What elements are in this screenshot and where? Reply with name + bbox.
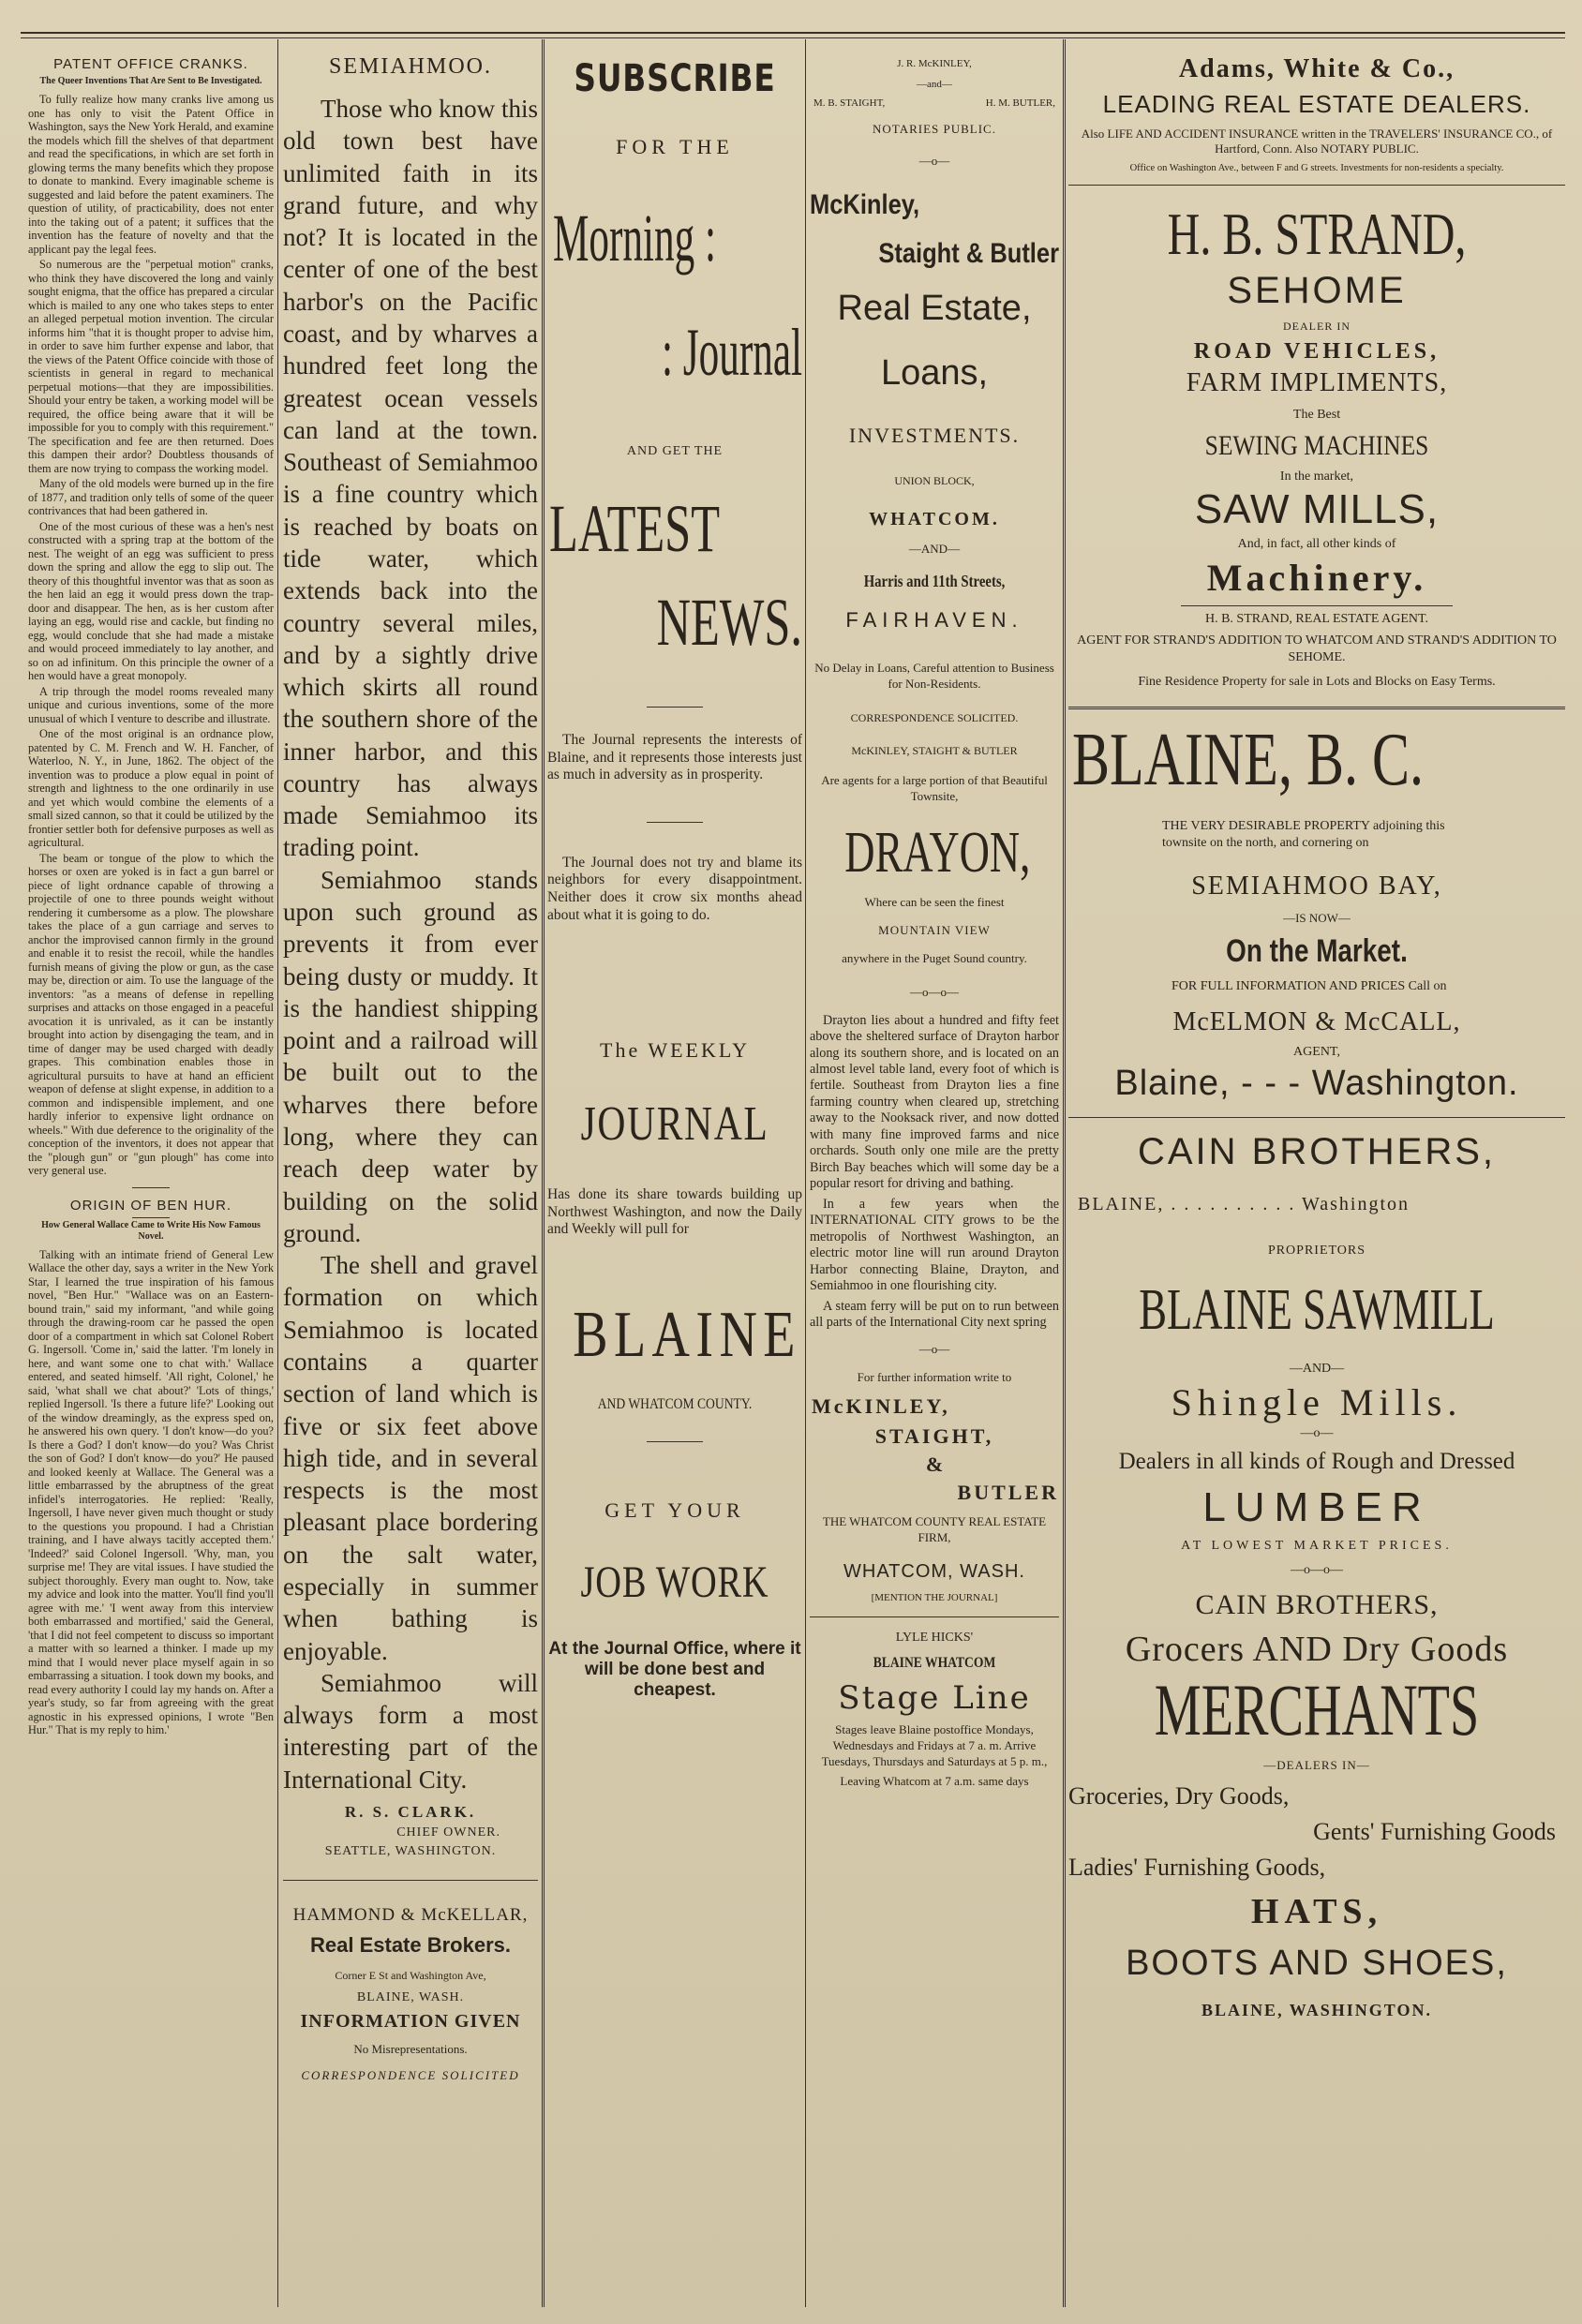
column-divider-1	[277, 39, 278, 2307]
job-work-heading: JOB WORK	[580, 1557, 769, 1607]
and-get-the: AND GET THE	[626, 444, 724, 458]
blaine-washington-footer: BLAINE, WASHINGTON.	[1201, 2001, 1432, 2020]
paragraph: Talking with an intimate friend of General Lew Wallace the other day, says a writer in the New York Star, I learned the true inspiration of his famous novel, "Ben Hur." "Wallace was on an Eastern-bound train," said my informant, "and while going through the drawing-room car he passed the open door of a compartment in which sat Colonel Robert G. Ingersoll. 'Come in,' said the latter. 'I'm lonely in here, and want some one to chat with.' Wallace entered, and seated himself. 'All right, Colonel,' he said, 'what shall we chat about?' 'Lots of things,' replied Ingersoll. 'Is there a future life?' Looking out of the window dreamingly, as the express sped on, he answered his own query. 'I don't know—do you? Is there a God? I don't know—do you? Was Christ the son of God? I don't know—do you?' He paused and looked keenly at Wallace. The General was a little embarrassed by the abruptness of the great infidel's interrogatories. He replied: 'Really, Ingersoll, I have never given much thought or study to the questions you propound. I had a Christian training, and I have always tacitly accepted them.' 'Indeed?' said Colonel Ingersoll. 'Why, man, you surprise me! They are vital issues. I have studied the subject thoroughly. Every man ought to. Now, take my advice and look into the matter. You'll find you'll agree with me.' 'I went away from this interview both embarrassed and mortified,' said the General, 'that I did not feel competent to discuss so important a matter with so learned a thinker. I made up my mind that I would never place myself again in so embarrassing a situation. I took down my books, and read every authority I could lay my hands on. After a year's study, so far from agreeing with the great agnostic in his expressed opinions, I wrote "Ben Hur." That is my reply to him.'	[28, 1247, 274, 1736]
news-heading: NEWS.	[656, 585, 802, 660]
correspondence-text: CORRESPONDENCE SOLICITED.	[850, 710, 1019, 724]
divider	[810, 1616, 1059, 1617]
whatcom-county: AND WHATCOM COUNTY.	[597, 1395, 753, 1412]
signature-location: SEATTLE, WASHINGTON.	[324, 1843, 497, 1858]
paragraph: Many of the old models were burned up in the fire of 1877, and tradition only tells of some of the queer contrivances that had been gathered in.	[28, 477, 274, 517]
full-info: FOR FULL INFORMATION AND PRICES Call on	[1172, 979, 1447, 994]
union-block: UNION BLOCK,	[894, 474, 975, 487]
lowest-prices: AT LOWEST MARKET PRICES.	[1181, 1539, 1453, 1554]
top-rule	[21, 32, 1565, 34]
agent-label: AGENT,	[1293, 1045, 1340, 1060]
ad-hammond-info: INFORMATION GIVEN	[300, 2010, 521, 2032]
on-the-market: On the Market.	[1226, 933, 1408, 970]
adams-office: Office on Washington Ave., between F and G streets. Investments for non-residents a specialty.	[1129, 162, 1504, 173]
paragraph: One of the most original is an ordnance plow, patented by C. M. French and W. H. Fancher, of Waterloo, N. Y., in June, 1862. The object of the invention was to produce a plow equal in point of strength and lightness to the one ordinarily in use and yet which would combine the elements of a small sized cannon, so that it could be utilized by the frontier settler both for defensive purposes as well as agricultural.	[28, 727, 274, 849]
paragraph: Drayton lies about a hundred and fifty feet above the sheltered surface of Drayton harbor along its southern shore, and is located on an almost level table land, every foot of which is fertile. Southeast from Drayton lies a fine farming country when cleared up, stretching away to the Nooksack river, and now dotted with many fine improved farms and nice orchards. South only one mile are the pretty Birch Bay beaches which will some day be a popular resort for driving and bathing.	[810, 1012, 1059, 1192]
blaine-whatcom: BLAINE WHATCOM	[873, 1655, 996, 1672]
blaine-washington: Blaine, - - - Washington.	[1114, 1064, 1519, 1104]
proprietors: PROPRIETORS	[1267, 1244, 1366, 1259]
divider	[132, 1187, 170, 1188]
and-text: —AND—	[908, 542, 961, 556]
signature-title: CHIEF OWNER.	[396, 1825, 500, 1840]
adams-white-heading: Adams, White & Co.,	[1178, 54, 1455, 83]
dealers-rough: Dealers in all kinds of Rough and Dressed	[1118, 1449, 1515, 1475]
staight-butler-heading: Staight & Butler	[878, 238, 1059, 269]
paragraph: Semiahmoo will always form a most interesting part of the International City.	[283, 1668, 538, 1794]
shingle-mills: Shingle Mills.	[1171, 1381, 1463, 1424]
whatcom-heading: WHATCOM.	[869, 509, 1000, 529]
blaine-bc-heading: BLAINE, B. C.	[1072, 719, 1424, 802]
notary-and: —and—	[917, 79, 952, 90]
divider	[647, 822, 703, 823]
strand-addition: AGENT FOR STRAND'S ADDITION TO WHATCOM AND STRAND'S ADDITION TO SEHOME.	[1077, 633, 1557, 665]
firm-desc: THE WHATCOM COUNTY REAL ESTATE FIRM,	[822, 1514, 1047, 1545]
weekly-heading: The WEEKLY	[600, 1038, 750, 1063]
all-other-kinds: And, in fact, all other kinds of	[1237, 536, 1396, 551]
groceries-line: Groceries, Dry Goods,	[1068, 1782, 1290, 1810]
column-journal-ad	[547, 49, 802, 2305]
no-delay-text: No Delay in Loans, Careful attention to Business for Non-Residents.	[814, 661, 1054, 691]
paragraph: The Journal represents the interests of Blaine, and it represents those interests just as much in adversity as in prosperity.	[547, 732, 802, 783]
top-rule-thin	[21, 37, 1565, 38]
further-info: For further information write to	[857, 1370, 1012, 1385]
job-work-text: At the Journal Office, where it will be done best and cheapest.	[548, 1638, 801, 1700]
divider	[1068, 1117, 1565, 1118]
paragraph: The shell and gravel formation on which Semiahmoo is located contains a quarter section of land which is five or six feet above high tide, and in several respects is the most pleasant place bordering on the salt water, especially in summer when bathing is enjoyable.	[283, 1251, 538, 1665]
stage-line: Stage Line	[838, 1679, 1031, 1718]
sehome-heading: SEHOME	[1227, 269, 1407, 311]
mountain-view: MOUNTAIN VIEW	[878, 922, 991, 937]
merchants-heading: MERCHANTS	[1154, 1669, 1480, 1751]
for-the-text: FOR THE	[616, 135, 734, 158]
ad-hammond-city: BLAINE, WASH.	[356, 1989, 465, 2004]
gents-line: Gents' Furnishing Goods	[1313, 1818, 1556, 1846]
blaine-heading: BLAINE	[573, 1298, 801, 1371]
journal-title: : Journal	[662, 315, 802, 390]
notaries-public: NOTARIES PUBLIC.	[873, 122, 996, 136]
divider	[132, 1217, 170, 1218]
headline-patent-office: PATENT OFFICE CRANKS.	[53, 56, 248, 72]
signature-name: R. S. CLARK.	[344, 1802, 477, 1821]
investments-heading: INVESTMENTS.	[848, 424, 1021, 447]
stage-leaving: Leaving Whatcom at 7 a.m. same days	[840, 1773, 1029, 1788]
column-divider-2	[542, 39, 545, 2307]
puget-text: anywhere in the Puget Sound country.	[842, 950, 1027, 965]
paragraph: Has done its share towards building up Northwest Washington, and now the Daily and Weekly will pull for	[547, 1186, 802, 1238]
saw-mills: SAW MILLS,	[1194, 485, 1440, 532]
paragraph: A trip through the model rooms revealed many unique and curious inventions, some of the more unusual of which I venture to describe and illustrate.	[28, 684, 274, 725]
stage-schedule: Stages leave Blaine postoffice Mondays, Wednesdays and Fridays at 7 a. m. Arrive Tuesdays, Thursdays and Saturdays at 5 p. m.,	[821, 1722, 1048, 1769]
real-estate-heading: Real Estate,	[837, 289, 1032, 328]
divider	[647, 1441, 703, 1442]
deck-patent-office: The Queer Inventions That Are Sent to Be Investigated.	[39, 76, 262, 86]
drayon-heading: DRAYON,	[844, 820, 1031, 885]
firm-mckinley: McKINLEY,	[812, 1394, 950, 1419]
divider	[647, 707, 703, 708]
paragraph: The beam or tongue of the plow to which the horses or oxen are yoked is in fact a gun barrel or piece of light ordnance capable of throwing a projectile of one to three pounds weight without rendering it cumbersome as a plow. The plowshare takes the place of a gun carriage and serves to anchor the improvised cannon firmly in the ground and enable it to resist the recoil, while the handles furnish means of giving the plow or gun, as the case may be, direction or aim. To use the language of the inventors: "as a means of defense in repelling surprises and attacks on those engaged in a peaceful avocation it is unrivaled, as it can be instantly brought into action by disengaging the team, and in time of danger may be used charged with deadly grapes. This combination enables those in agricultural pursuits to have at hand an efficient weapon of defense at slight expense, in addition to a common and indispensible implement, and one hardly inferior to expensive light ordnance on wheels." With due deference to the originality of the conception of the inventors, it does not appear that the "plough gun" or "gun plough" has come into very general use.	[28, 851, 274, 1177]
mention-journal: [MENTION THE JOURNAL]	[871, 1592, 998, 1604]
column-divider-4	[1063, 39, 1066, 2307]
mckinley-heading: McKinley,	[810, 189, 920, 220]
divider	[1068, 185, 1565, 186]
machinery-heading: Machinery.	[1206, 556, 1427, 599]
the-best: The Best	[1292, 407, 1341, 422]
dealers-in-label: —DEALERS IN—	[1263, 1758, 1370, 1773]
paragraph: In a few years when the INTERNATIONAL CITY grows to be the metropolis of Northwest Washington, an electric motor line will run around Drayton Harbor connecting Blaine, Drayton, and Semiahmoo in one flourishing city.	[810, 1196, 1059, 1294]
whatcom-wash: WHATCOM, WASH.	[843, 1561, 1025, 1583]
column-semiahmoo	[283, 49, 538, 2305]
road-vehicles: ROAD VEHICLES,	[1193, 338, 1440, 364]
in-market: In the market,	[1279, 469, 1354, 484]
residence-property: Fine Residence Property for sale in Lots and Blocks on Easy Terms.	[1138, 675, 1496, 690]
ad-hammond-sub: Real Estate Brokers.	[310, 1932, 511, 1957]
notary-3: H. M. BUTLER,	[985, 97, 1055, 109]
loans-heading: Loans,	[880, 353, 989, 393]
column-divider-3	[805, 39, 806, 2307]
divider	[283, 1880, 538, 1881]
ad-hammond-title: HAMMOND & McKELLAR,	[292, 1904, 529, 1925]
paragraph: One of the most curious of these was a hen's nest constructed with a spring trap at the bottom of the nest. The weight of an egg was sufficient to press down the spring and allow the egg to slip out. The theory of this thoughtful inventor was that as soon as the hen laid an egg it would press down the trap-door and disappear. The hen, as is her custom after laying an egg, would rise and cackle, but finding no egg, would conclude that she had made a mistake and would proceed immediately to lay another, and so on ad infinitum. On this principle the owner of a hen would have a great monopoly.	[28, 519, 274, 682]
grocers-dry-goods: Grocers AND Dry Goods	[1125, 1630, 1509, 1670]
mcelmon-mccall: McELMON & McCALL,	[1172, 1007, 1461, 1037]
get-your: GET YOUR	[604, 1497, 745, 1522]
firm-name: McKINLEY, STAIGHT & BUTLER	[851, 743, 1018, 757]
adams-insurance: Also LIFE AND ACCIDENT INSURANCE written in the TRAVELERS' INSURANCE CO., of Hartford, Conn. Also NOTARY PUBLIC.	[1081, 127, 1553, 156]
firm-amp: &	[925, 1452, 944, 1477]
paragraph: To fully realize how many cranks live among us one has only to visit the Patent Office in Washington, says the New York Herald, and examine the models which fill the shelves of that department and read the specifications, in which are set forth in glowing terms the many benefits which they propose to donate to mankind. Every imaginable scheme is suggested and laid before the patent examiners. The question of utility, of practicability, does not enter into the taking out of a patent; it suffices that the invention has the feature of novelty and that the applicant pay the legal fees.	[28, 93, 274, 256]
desirable-property: THE VERY DESIRABLE PROPERTY adjoining this townsite on the north, and cornering on	[1162, 819, 1445, 850]
headline-semiahmoo: SEMIAHMOO.	[328, 54, 492, 79]
dealer-in: DEALER IN	[1283, 319, 1351, 333]
paragraph: So numerous are the "perpetual motion" cranks, who think they have discovered the long and vainly sought enigma, that the office has prepared a circular which is mailed to any one who takes steps to enter an alleged perpetual motion invention. The circular informs him "that it is thought proper to advise him, in order to save him further expense and labor, that the views of the Patent Office coincide with those of scientists in general in regard to mechanical perpetual motions—that they are impossibilities. Should your entry be taken, a working model will be required, the office being aware that it will be impossible for you to comply with this requirement." The specification and fee are then returned. Does this dampen their ardor? Doubtless thousands of them are now trying to compass the working model.	[28, 258, 274, 475]
headline-ben-hur: ORIGIN OF BEN HUR.	[69, 1197, 232, 1214]
divider	[1068, 707, 1565, 709]
is-now: —IS NOW—	[1283, 911, 1351, 926]
separator: —o—o—	[910, 984, 959, 999]
separator: —o—	[918, 1342, 950, 1357]
and-label: —AND—	[1289, 1362, 1345, 1377]
agents-text: Are agents for a large portion of that Beautiful Townsite,	[821, 772, 1048, 803]
cain-brothers-2: CAIN BROTHERS,	[1195, 1589, 1439, 1621]
notary-names-row	[813, 97, 1055, 109]
column-mckinley	[810, 49, 1059, 2305]
firm-staight: STAIGHT,	[874, 1424, 994, 1449]
separator: —o—	[918, 154, 950, 168]
firm-butler: BUTLER	[957, 1481, 1059, 1505]
ad-hammond-address: Corner E St and Washington Ave,	[335, 1968, 486, 1982]
ad-hammond-corr: CORRESPONDENCE SOLICITED	[301, 2067, 520, 2082]
fairhaven-heading: FAIRHAVEN.	[845, 608, 1023, 632]
column-ads	[1068, 49, 1565, 2305]
blaine-sawmill: BLAINE SAWMILL	[1139, 1278, 1495, 1343]
strand-heading: H. B. STRAND,	[1167, 200, 1467, 267]
notary-2: M. B. STAIGHT,	[813, 97, 886, 109]
strand-agent: H. B. STRAND, REAL ESTATE AGENT.	[1204, 611, 1429, 626]
finest-text: Where can be seen the finest	[864, 894, 1005, 909]
paragraph: Semiahmoo stands upon such ground as prevents it from ever being dusty or muddy. It is the handiest shipping point and a railroad will be built out to the wharves there before long, where they can reach deep water by building on the solid ground.	[283, 865, 538, 1247]
cain-blaine-line: BLAINE, . . . . . . . . . . Washington	[1078, 1194, 1410, 1215]
column-patent-office	[28, 49, 274, 2305]
paragraph: A steam ferry will be put on to run between all parts of the International City next spring	[810, 1298, 1059, 1330]
latest-heading: LATEST	[549, 491, 720, 566]
deck-ben-hur: How General Wallace Came to Write His Now Famous Novel.	[41, 1219, 261, 1242]
ladies-line: Ladies' Furnishing Goods,	[1068, 1854, 1326, 1882]
subscribe-heading: SUBSCRIBE	[574, 57, 776, 100]
harris-streets: Harris and 11th Streets,	[863, 572, 1006, 590]
journal-heading: JOURNAL	[580, 1097, 769, 1152]
separator: —o—	[1300, 1426, 1334, 1441]
lyle-hicks: LYLE HICKS'	[895, 1631, 974, 1646]
paragraph: Those who know this old town best have unlimited faith in its grand future, and why not? It is located in the center of one of the best harbor's on the Pacific coast, and by wharves a hundred feet long the greatest ocean vessels can land at the town. Southeast of Semiahmoo is a fine country which is reached by boats on tide water, which extends back into the country several miles, and by a sightly drive which skirts all round the southern shore of the inner harbor, and this country has always made Semiahmoo its trading point.	[283, 95, 538, 862]
ad-hammond-note: No Misrepresentations.	[353, 2041, 468, 2056]
farm-impliments: FARM IMPLIMENTS,	[1186, 367, 1448, 397]
paragraph: The Journal does not try and blame its neighbors for every disappointment. Neither does it crow six months ahead about what it is going to do.	[547, 854, 802, 923]
hats-heading: HATS,	[1250, 1892, 1383, 1932]
divider	[1181, 605, 1453, 606]
notary-1: J. R. McKINLEY,	[897, 58, 972, 69]
leading-dealers: LEADING REAL ESTATE DEALERS.	[1102, 90, 1531, 118]
semiahmoo-bay: SEMIAHMOO BAY,	[1191, 872, 1442, 901]
morning-title: Morning :	[553, 201, 717, 276]
cain-brothers-heading: CAIN BROTHERS,	[1137, 1131, 1497, 1173]
boots-shoes: BOOTS AND SHOES,	[1126, 1944, 1508, 1984]
lumber-heading: LUMBER	[1202, 1484, 1431, 1531]
separator: —o—o—	[1291, 1563, 1343, 1578]
sewing-machines: SEWING MACHINES	[1204, 429, 1429, 461]
